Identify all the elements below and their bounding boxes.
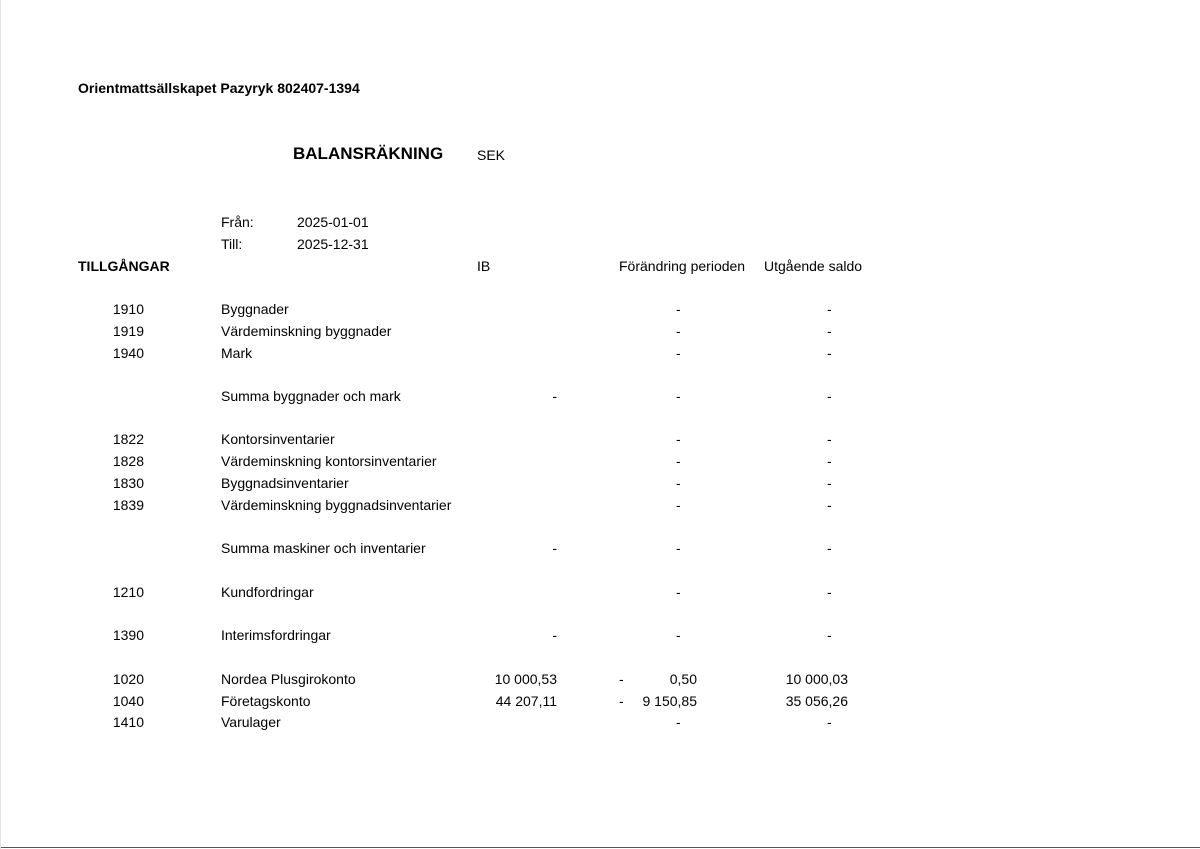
to-date: 2025-12-31 xyxy=(297,236,369,252)
change-value: - xyxy=(676,627,681,643)
change-value: 9 150,85 xyxy=(642,693,697,709)
change-value: 0,50 xyxy=(669,671,697,687)
change-sign: - xyxy=(619,671,624,687)
to-label: Till: xyxy=(221,236,243,252)
closing-value: - xyxy=(827,453,832,469)
account-name: Nordea Plusgirokonto xyxy=(221,671,356,687)
change-value: - xyxy=(676,431,681,447)
closing-value: - xyxy=(827,714,832,730)
account-name: Summa byggnader och mark xyxy=(221,388,401,404)
ib-value: - xyxy=(552,388,557,404)
company-name: Orientmattsällskapet Pazyryk 802407-1394 xyxy=(78,80,360,96)
account-number: 1919 xyxy=(112,323,144,339)
account-number: 1830 xyxy=(112,475,144,491)
account-name: Värdeminskning byggnader xyxy=(221,323,392,339)
change-value: - xyxy=(676,540,681,556)
change-value: - xyxy=(676,475,681,491)
closing-value: - xyxy=(827,475,832,491)
closing-value: - xyxy=(827,345,832,361)
change-value: - xyxy=(676,584,681,600)
page-bottom-border xyxy=(1,847,1200,848)
account-name: Värdeminskning kontorsinventarier xyxy=(221,453,437,469)
closing-value: - xyxy=(827,388,832,404)
account-name: Interimsfordringar xyxy=(221,627,331,643)
section-heading: TILLGÅNGAR xyxy=(78,258,170,274)
account-number: 1020 xyxy=(112,671,144,687)
account-number: 1940 xyxy=(112,345,144,361)
column-header-change: Förändring perioden xyxy=(619,258,746,274)
account-number: 1210 xyxy=(112,584,144,600)
closing-value: 35 056,26 xyxy=(785,693,848,709)
change-value: - xyxy=(676,323,681,339)
account-name: Kontorsinventarier xyxy=(221,431,335,447)
change-value: - xyxy=(676,388,681,404)
ib-value: - xyxy=(552,540,557,556)
change-value: - xyxy=(676,714,681,730)
account-name: Byggnader xyxy=(221,301,289,317)
ib-value: 10 000,53 xyxy=(494,671,557,687)
account-number: 1040 xyxy=(112,693,144,709)
account-name: Mark xyxy=(221,345,253,361)
change-value: - xyxy=(676,345,681,361)
ib-value: 44 207,11 xyxy=(495,693,557,709)
closing-value: - xyxy=(827,301,832,317)
account-name: Värdeminskning byggnadsinventarier xyxy=(221,497,452,513)
account-number: 1839 xyxy=(112,497,144,513)
account-name: Summa maskiner och inventarier xyxy=(221,540,426,556)
currency-label: SEK xyxy=(477,147,506,163)
closing-value: - xyxy=(827,323,832,339)
column-header-ib: IB xyxy=(477,258,491,274)
closing-value: 10 000,03 xyxy=(785,671,848,687)
column-header-closing: Utgående saldo xyxy=(764,258,863,274)
account-number: 1828 xyxy=(112,453,144,469)
account-number: 1390 xyxy=(112,627,144,643)
ib-value: - xyxy=(552,627,557,643)
account-name: Varulager xyxy=(221,714,281,730)
account-name: Kundfordringar xyxy=(221,584,314,600)
change-value: - xyxy=(676,497,681,513)
change-sign: - xyxy=(619,693,624,709)
change-value: - xyxy=(676,301,681,317)
account-number: 1410 xyxy=(112,714,144,730)
account-number: 1910 xyxy=(112,301,144,317)
closing-value: - xyxy=(827,497,832,513)
closing-value: - xyxy=(827,627,832,643)
closing-value: - xyxy=(827,540,832,556)
account-number: 1822 xyxy=(112,431,144,447)
from-date: 2025-01-01 xyxy=(297,214,369,230)
account-name: Byggnadsinventarier xyxy=(221,475,349,491)
report-title: BALANSRÄKNING xyxy=(293,144,444,163)
account-name: Företagskonto xyxy=(221,693,311,709)
change-value: - xyxy=(676,453,681,469)
from-label: Från: xyxy=(221,214,254,230)
closing-value: - xyxy=(827,584,832,600)
closing-value: - xyxy=(827,431,832,447)
